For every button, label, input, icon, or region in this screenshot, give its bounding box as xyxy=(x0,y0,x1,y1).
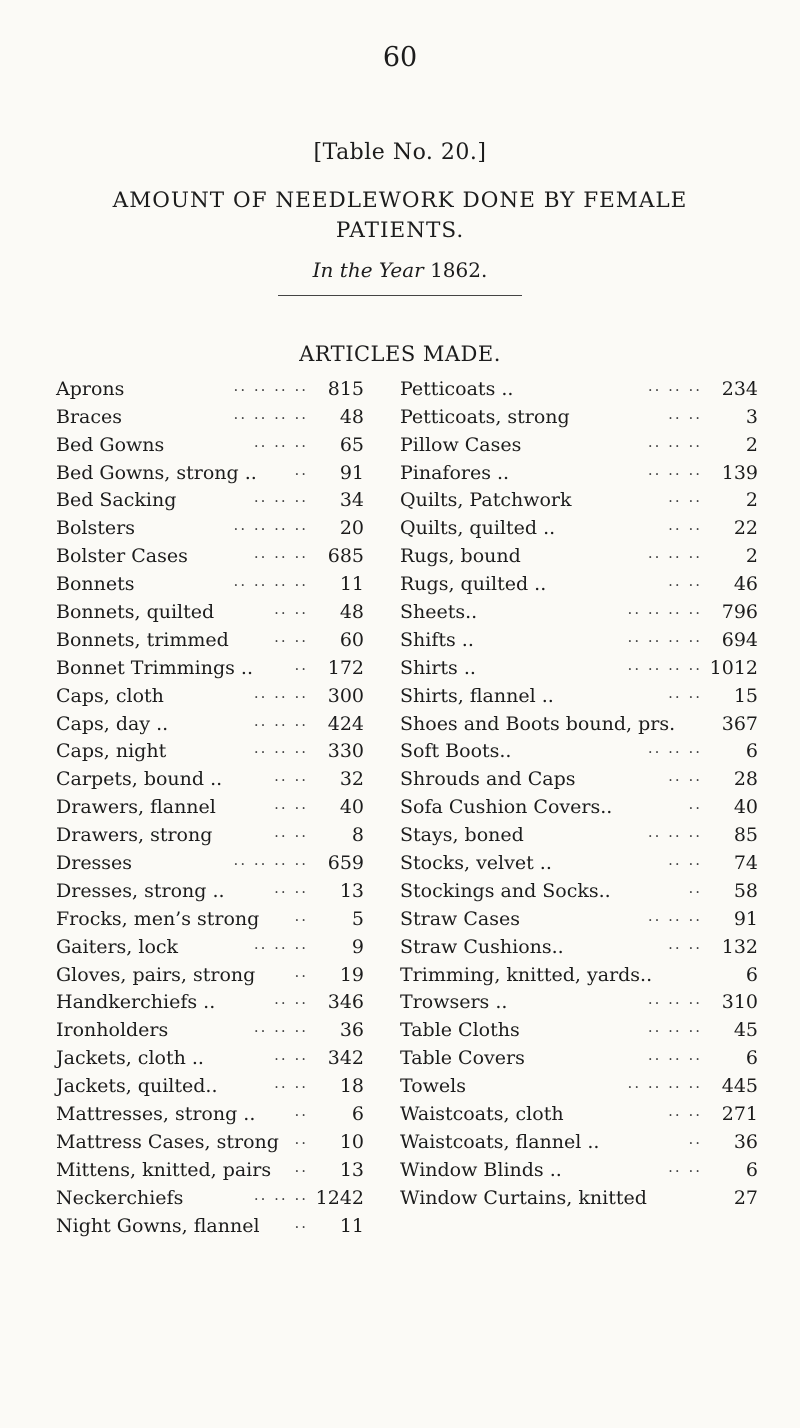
dot-leader: .. .. xyxy=(274,627,308,646)
dot-leader: .. xyxy=(294,906,308,925)
article-name: Sofa Cushion Covers.. xyxy=(400,796,613,819)
article-count: 85 xyxy=(733,824,758,847)
article-name: Jackets, quilted.. xyxy=(56,1075,218,1098)
article-count: 40 xyxy=(733,796,758,819)
article-count: 28 xyxy=(733,768,758,791)
dot-leader: .. .. .. xyxy=(647,460,702,479)
dot-leader: .. .. xyxy=(668,767,702,786)
dot-leader: .. .. xyxy=(668,683,702,702)
table-row xyxy=(400,902,758,930)
table-row xyxy=(56,1013,364,1041)
section-heading: ARTICLES MADE. xyxy=(299,342,501,366)
table-row xyxy=(56,484,364,512)
article-name: Bonnets, quilted xyxy=(56,601,215,624)
article-count: 74 xyxy=(733,852,758,875)
article-name: Ironholders xyxy=(56,1019,169,1042)
dot-leader: .. .. xyxy=(274,795,308,814)
article-name: Trowsers .. xyxy=(400,991,508,1014)
article-name: Petticoats .. xyxy=(400,377,514,400)
dot-leader: .. .. .. .. xyxy=(233,404,308,423)
table-row xyxy=(56,1041,364,1069)
article-name: Waistcoats, cloth xyxy=(400,1103,564,1126)
article-count: 172 xyxy=(327,656,364,679)
table-row xyxy=(400,762,758,790)
table-row xyxy=(400,372,758,400)
article-count: 445 xyxy=(721,1075,758,1098)
article-name: Window Curtains, knitted xyxy=(400,1186,647,1209)
table-row xyxy=(56,679,364,707)
dot-leader: .. .. .. xyxy=(253,683,308,702)
article-name: Table Covers xyxy=(400,1047,525,1070)
table-row xyxy=(400,818,758,846)
article-name: Straw Cushions.. xyxy=(400,935,564,958)
table-row xyxy=(56,818,364,846)
dot-leader: .. xyxy=(688,795,702,814)
dot-leader: .. .. xyxy=(668,934,702,953)
dot-leader: .. xyxy=(294,655,308,674)
article-count: 139 xyxy=(721,461,758,484)
table-row xyxy=(56,707,364,735)
article-name: Shrouds and Caps xyxy=(400,768,576,791)
table-row xyxy=(400,679,758,707)
article-count: 2 xyxy=(745,545,758,568)
article-name: Frocks, men’s strong xyxy=(56,907,260,930)
article-count: 300 xyxy=(327,684,364,707)
article-name: Straw Cases xyxy=(400,907,520,930)
dot-leader: .. .. xyxy=(274,600,308,619)
dot-leader: .. xyxy=(294,962,308,981)
article-count: 6 xyxy=(745,1047,758,1070)
article-name: Bolsters xyxy=(56,517,135,540)
article-count: 18 xyxy=(339,1075,364,1098)
dot-leader: .. xyxy=(688,1129,702,1148)
article-name: Carpets, bound .. xyxy=(56,768,223,791)
article-name: Bonnets, trimmed xyxy=(56,628,229,651)
dot-leader: .. .. xyxy=(668,851,702,870)
article-count: 6 xyxy=(351,1103,364,1126)
dot-leader: .. .. .. .. xyxy=(233,572,308,591)
article-count: 13 xyxy=(339,879,364,902)
article-name: Bed Gowns xyxy=(56,433,165,456)
dot-leader: .. .. .. xyxy=(253,1018,308,1037)
table-row xyxy=(56,595,364,623)
article-count: 60 xyxy=(339,628,364,651)
dot-leader: .. .. xyxy=(274,767,308,786)
article-count: 40 xyxy=(339,796,364,819)
article-name: Bonnet Trimmings .. xyxy=(56,656,254,679)
article-name: Pillow Cases xyxy=(400,433,522,456)
article-count: 15 xyxy=(733,684,758,707)
table-row xyxy=(56,735,364,763)
dot-leader: .. .. .. xyxy=(647,990,702,1009)
dot-leader: .. .. xyxy=(668,1157,702,1176)
article-name: Quilts, quilted .. xyxy=(400,517,556,540)
dot-leader: .. .. .. xyxy=(253,934,308,953)
title-line-2: PATIENTS. xyxy=(335,218,465,243)
article-count: 58 xyxy=(733,879,758,902)
article-count: 9 xyxy=(351,935,364,958)
article-count: 342 xyxy=(327,1047,364,1070)
dot-leader: .. .. .. xyxy=(253,488,308,507)
table-row xyxy=(56,511,364,539)
article-name: Mittens, knitted, pairs xyxy=(56,1158,272,1181)
article-name: Shoes and Boots bound, prs. xyxy=(400,712,676,735)
dot-leader: .. .. .. xyxy=(647,1046,702,1065)
article-name: Towels xyxy=(400,1075,466,1098)
article-count: 19 xyxy=(339,963,364,986)
article-name: Aprons xyxy=(56,377,125,400)
dot-leader: .. .. xyxy=(668,1102,702,1121)
article-name: Stockings and Socks.. xyxy=(400,879,611,902)
table-row xyxy=(400,846,758,874)
article-name: Bed Sacking xyxy=(56,489,177,512)
dot-leader: .. xyxy=(294,1157,308,1176)
article-name: Neckerchiefs xyxy=(56,1186,184,1209)
dot-leader: .. .. xyxy=(274,1046,308,1065)
table-row xyxy=(56,456,364,484)
table-row xyxy=(400,707,758,735)
table-row xyxy=(400,428,758,456)
article-count: 234 xyxy=(721,377,758,400)
article-name: Shirts, flannel .. xyxy=(400,684,554,707)
article-count: 8 xyxy=(351,824,364,847)
article-count: 46 xyxy=(733,573,758,596)
title-line-1: AMOUNT OF NEEDLEWORK DONE BY FEMALE xyxy=(112,188,688,213)
table-row xyxy=(400,595,758,623)
table-row xyxy=(56,372,364,400)
dot-leader: .. .. .. xyxy=(253,1185,308,1204)
article-name: Mattresses, strong .. xyxy=(56,1103,256,1126)
dot-leader: .. .. .. xyxy=(253,544,308,563)
article-count: 5 xyxy=(351,907,364,930)
article-name: Trimming, knitted, yards.. xyxy=(400,963,653,986)
article-count: 91 xyxy=(339,461,364,484)
dot-leader: .. .. .. .. xyxy=(627,627,702,646)
article-name: Gaiters, lock xyxy=(56,935,179,958)
page-number: 60 xyxy=(382,42,418,73)
article-count: 6 xyxy=(745,963,758,986)
article-count: 367 xyxy=(721,712,758,735)
article-count: 271 xyxy=(721,1103,758,1126)
article-count: 2 xyxy=(745,433,758,456)
article-count: 36 xyxy=(339,1019,364,1042)
dot-leader: .. .. xyxy=(668,488,702,507)
dot-leader: .. .. xyxy=(274,1074,308,1093)
table-row xyxy=(400,1069,758,1097)
article-count: 10 xyxy=(339,1130,364,1153)
article-count: 11 xyxy=(339,573,364,596)
article-count: 34 xyxy=(339,489,364,512)
table-row xyxy=(56,874,364,902)
article-count: 32 xyxy=(339,768,364,791)
article-name: Handkerchiefs .. xyxy=(56,991,216,1014)
table-row xyxy=(56,762,364,790)
dot-leader: .. .. .. xyxy=(647,432,702,451)
article-name: Rugs, quilted .. xyxy=(400,573,547,596)
dot-leader: .. .. .. xyxy=(647,376,702,395)
article-count: 346 xyxy=(327,991,364,1014)
article-count: 815 xyxy=(327,377,364,400)
table-row xyxy=(56,539,364,567)
table-row xyxy=(400,539,758,567)
article-name: Mattress Cases, strong xyxy=(56,1130,279,1153)
dot-leader: .. .. .. xyxy=(647,1018,702,1037)
table-row xyxy=(400,790,758,818)
table-row xyxy=(56,400,364,428)
article-count: 13 xyxy=(339,1158,364,1181)
article-count: 22 xyxy=(733,517,758,540)
dot-leader: .. .. .. .. xyxy=(627,655,702,674)
article-count: 36 xyxy=(733,1130,758,1153)
article-count: 1012 xyxy=(709,656,758,679)
table-row xyxy=(56,428,364,456)
article-name: Sheets.. xyxy=(400,601,478,624)
article-name: Soft Boots.. xyxy=(400,740,512,763)
article-count: 6 xyxy=(745,740,758,763)
table-row xyxy=(400,1013,758,1041)
table-row xyxy=(400,930,758,958)
article-count: 48 xyxy=(339,405,364,428)
article-count: 659 xyxy=(327,852,364,875)
article-name: Shifts .. xyxy=(400,628,474,651)
article-name: Drawers, strong xyxy=(56,824,213,847)
dot-leader: .. xyxy=(294,1102,308,1121)
table-row xyxy=(400,1153,758,1181)
article-name: Pinafores .. xyxy=(400,461,510,484)
article-name: Bolster Cases xyxy=(56,545,188,568)
table-row xyxy=(56,1153,364,1181)
table-row xyxy=(400,1041,758,1069)
article-count: 796 xyxy=(721,601,758,624)
year-line xyxy=(0,258,800,282)
dot-leader: .. .. .. .. xyxy=(627,1074,702,1093)
article-name: Table Cloths xyxy=(400,1019,520,1042)
table-row xyxy=(56,623,364,651)
dot-leader: .. xyxy=(294,1213,308,1232)
dot-leader: .. .. .. xyxy=(253,739,308,758)
dot-leader: .. .. .. xyxy=(253,432,308,451)
dot-leader: .. .. .. .. xyxy=(233,516,308,535)
left-column xyxy=(56,372,364,1237)
table-row xyxy=(56,651,364,679)
article-name: Dresses xyxy=(56,852,133,875)
dot-leader: .. .. xyxy=(274,990,308,1009)
table-row xyxy=(56,930,364,958)
dot-leader: .. .. xyxy=(668,404,702,423)
article-name: Quilts, Patchwork xyxy=(400,489,572,512)
dot-leader: .. .. .. xyxy=(647,906,702,925)
article-name: Stocks, velvet .. xyxy=(400,852,552,875)
article-name: Petticoats, strong xyxy=(400,405,570,428)
table-row xyxy=(400,1097,758,1125)
article-count: 65 xyxy=(339,433,364,456)
table-row xyxy=(56,902,364,930)
article-name: Waistcoats, flannel .. xyxy=(400,1130,600,1153)
article-count: 685 xyxy=(327,545,364,568)
article-count: 424 xyxy=(327,712,364,735)
dot-leader: .. .. .. xyxy=(647,544,702,563)
article-name: Drawers, flannel xyxy=(56,796,216,819)
table-row xyxy=(400,874,758,902)
article-name: Rugs, bound xyxy=(400,545,521,568)
table-row xyxy=(56,1097,364,1125)
dot-leader: .. .. xyxy=(668,516,702,535)
table-row xyxy=(400,651,758,679)
article-name: Window Blinds .. xyxy=(400,1158,562,1181)
dot-leader: .. xyxy=(294,460,308,479)
table-row xyxy=(400,623,758,651)
article-count: 694 xyxy=(721,628,758,651)
article-name: Dresses, strong .. xyxy=(56,879,225,902)
article-count: 20 xyxy=(339,517,364,540)
article-count: 45 xyxy=(733,1019,758,1042)
dot-leader: .. .. .. .. xyxy=(233,851,308,870)
article-name: Night Gowns, flannel xyxy=(56,1214,260,1237)
article-name: Braces xyxy=(56,405,123,428)
right-column xyxy=(400,372,758,1209)
dot-leader: .. .. .. xyxy=(647,739,702,758)
table-row xyxy=(400,456,758,484)
article-name: Bonnets xyxy=(56,573,135,596)
table-row xyxy=(56,790,364,818)
table-row xyxy=(56,986,364,1014)
table-row xyxy=(56,1209,364,1237)
table-row xyxy=(400,567,758,595)
article-name: Gloves, pairs, strong xyxy=(56,963,256,986)
table-row xyxy=(56,1181,364,1209)
article-count: 310 xyxy=(721,991,758,1014)
table-row xyxy=(400,400,758,428)
table-row xyxy=(56,958,364,986)
dot-leader: .. xyxy=(688,878,702,897)
dot-leader: .. .. .. xyxy=(253,711,308,730)
article-count: 2 xyxy=(745,489,758,512)
year-prefix: In the Year xyxy=(312,258,424,282)
dot-leader: .. .. .. xyxy=(647,823,702,842)
article-name: Caps, night xyxy=(56,740,167,763)
article-name: Caps, cloth xyxy=(56,684,164,707)
divider-rule xyxy=(278,295,522,296)
dot-leader: .. .. xyxy=(668,572,702,591)
dot-leader: .. .. .. .. xyxy=(627,600,702,619)
table-row xyxy=(400,735,758,763)
article-name: Jackets, cloth .. xyxy=(56,1047,204,1070)
dot-leader: .. xyxy=(294,1129,308,1148)
table-row xyxy=(400,986,758,1014)
article-count: 1242 xyxy=(315,1186,364,1209)
article-count: 91 xyxy=(733,907,758,930)
table-row xyxy=(400,484,758,512)
table-label: [Table No. 20.] xyxy=(313,140,487,165)
article-count: 330 xyxy=(327,740,364,763)
article-name: Stays, boned xyxy=(400,824,524,847)
year-value: 1862. xyxy=(430,258,488,282)
article-count: 3 xyxy=(745,405,758,428)
article-name: Bed Gowns, strong .. xyxy=(56,461,257,484)
table-row xyxy=(56,1069,364,1097)
article-name: Shirts .. xyxy=(400,656,476,679)
article-count: 11 xyxy=(339,1214,364,1237)
table-row xyxy=(400,958,758,986)
dot-leader: .. .. xyxy=(274,878,308,897)
table-row xyxy=(400,511,758,539)
article-count: 27 xyxy=(733,1186,758,1209)
article-name: Caps, day .. xyxy=(56,712,169,735)
table-row xyxy=(400,1125,758,1153)
table-row xyxy=(400,1181,758,1209)
article-count: 132 xyxy=(721,935,758,958)
article-count: 6 xyxy=(745,1158,758,1181)
table-row xyxy=(56,1125,364,1153)
table-row xyxy=(56,846,364,874)
table-row xyxy=(56,567,364,595)
dot-leader: .. .. xyxy=(274,823,308,842)
dot-leader: .. .. .. .. xyxy=(233,376,308,395)
article-count: 48 xyxy=(339,601,364,624)
